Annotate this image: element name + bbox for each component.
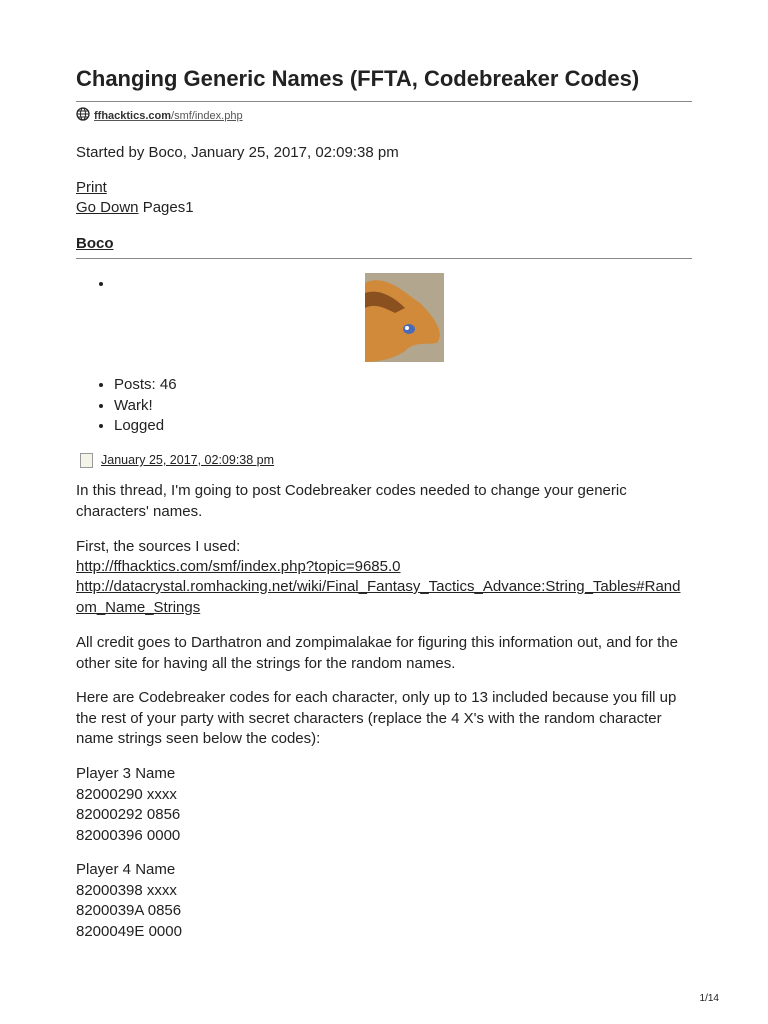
post-icon — [80, 453, 93, 468]
user-title: • Wark! — [114, 396, 177, 417]
player-name: Player 4 Name — [76, 861, 176, 878]
code-line: 82000396 0000 — [76, 826, 181, 844]
code-line: 82000292 0856 — [76, 806, 181, 823]
avatar — [365, 273, 444, 362]
code-line: 82000398 xxxx — [76, 881, 177, 899]
source-path[interactable]: /smf/index.php — [171, 109, 243, 122]
player-3-block — [76, 764, 180, 846]
author-link[interactable]: Boco — [76, 235, 114, 252]
page-number: 1/14 — [699, 993, 719, 1004]
code-line: 8200039A 0856 — [76, 902, 182, 919]
player-4-block — [76, 860, 182, 942]
code-line: 82000290 xxxx — [76, 785, 177, 803]
page-title: Changing Generic Names (FFTA, Codebreaker Codes) — [76, 66, 640, 91]
code-line: 8200049E 0000 — [76, 922, 182, 940]
intro-paragraph: In this thread, I'm going to post Codebreaker codes needed to change your generic characters' names. — [76, 482, 627, 520]
title-divider — [76, 101, 692, 102]
sources-label: First, the sources I used: — [76, 538, 241, 555]
started-by: Started by Boco, January 25, 2017, 02:09:38 pm — [76, 144, 399, 161]
pages-label: Pages1 — [138, 199, 194, 216]
source-domain[interactable]: ffhacktics.com — [94, 109, 172, 122]
source-link[interactable] — [76, 107, 243, 124]
print-link[interactable]: Print — [76, 179, 107, 196]
post-date-link[interactable]: January 25, 2017, 02:09:38 pm — [101, 453, 275, 467]
avatar-item — [114, 274, 118, 295]
globe-icon — [76, 107, 90, 124]
go-down-link[interactable]: Go Down — [76, 199, 139, 216]
source-link-2[interactable]: http://datacrystal.romhacking.net/wiki/Final_Fantasy_Tactics_Advance:String_Tables#Random_Name_Strings — [76, 578, 681, 616]
codes-intro: Here are Codebreaker codes for each character, only up to 13 included because you fill up the rest of your party with secret characters (replace the 4 X's with the random character name strings seen below the codes): — [76, 689, 677, 747]
credit-paragraph: All credit goes to Darthatron and zompimalakae for figuring this information out, and for the other site for having all the strings for the random names. — [76, 634, 678, 672]
source-link-1[interactable]: http://ffhacktics.com/smf/index.php?topic=9685.0 — [76, 558, 401, 575]
user-status: • Logged — [114, 416, 177, 437]
user-posts: • Posts: 46 — [114, 375, 177, 396]
author-divider — [76, 258, 692, 259]
player-name: Player 3 Name — [76, 765, 176, 782]
